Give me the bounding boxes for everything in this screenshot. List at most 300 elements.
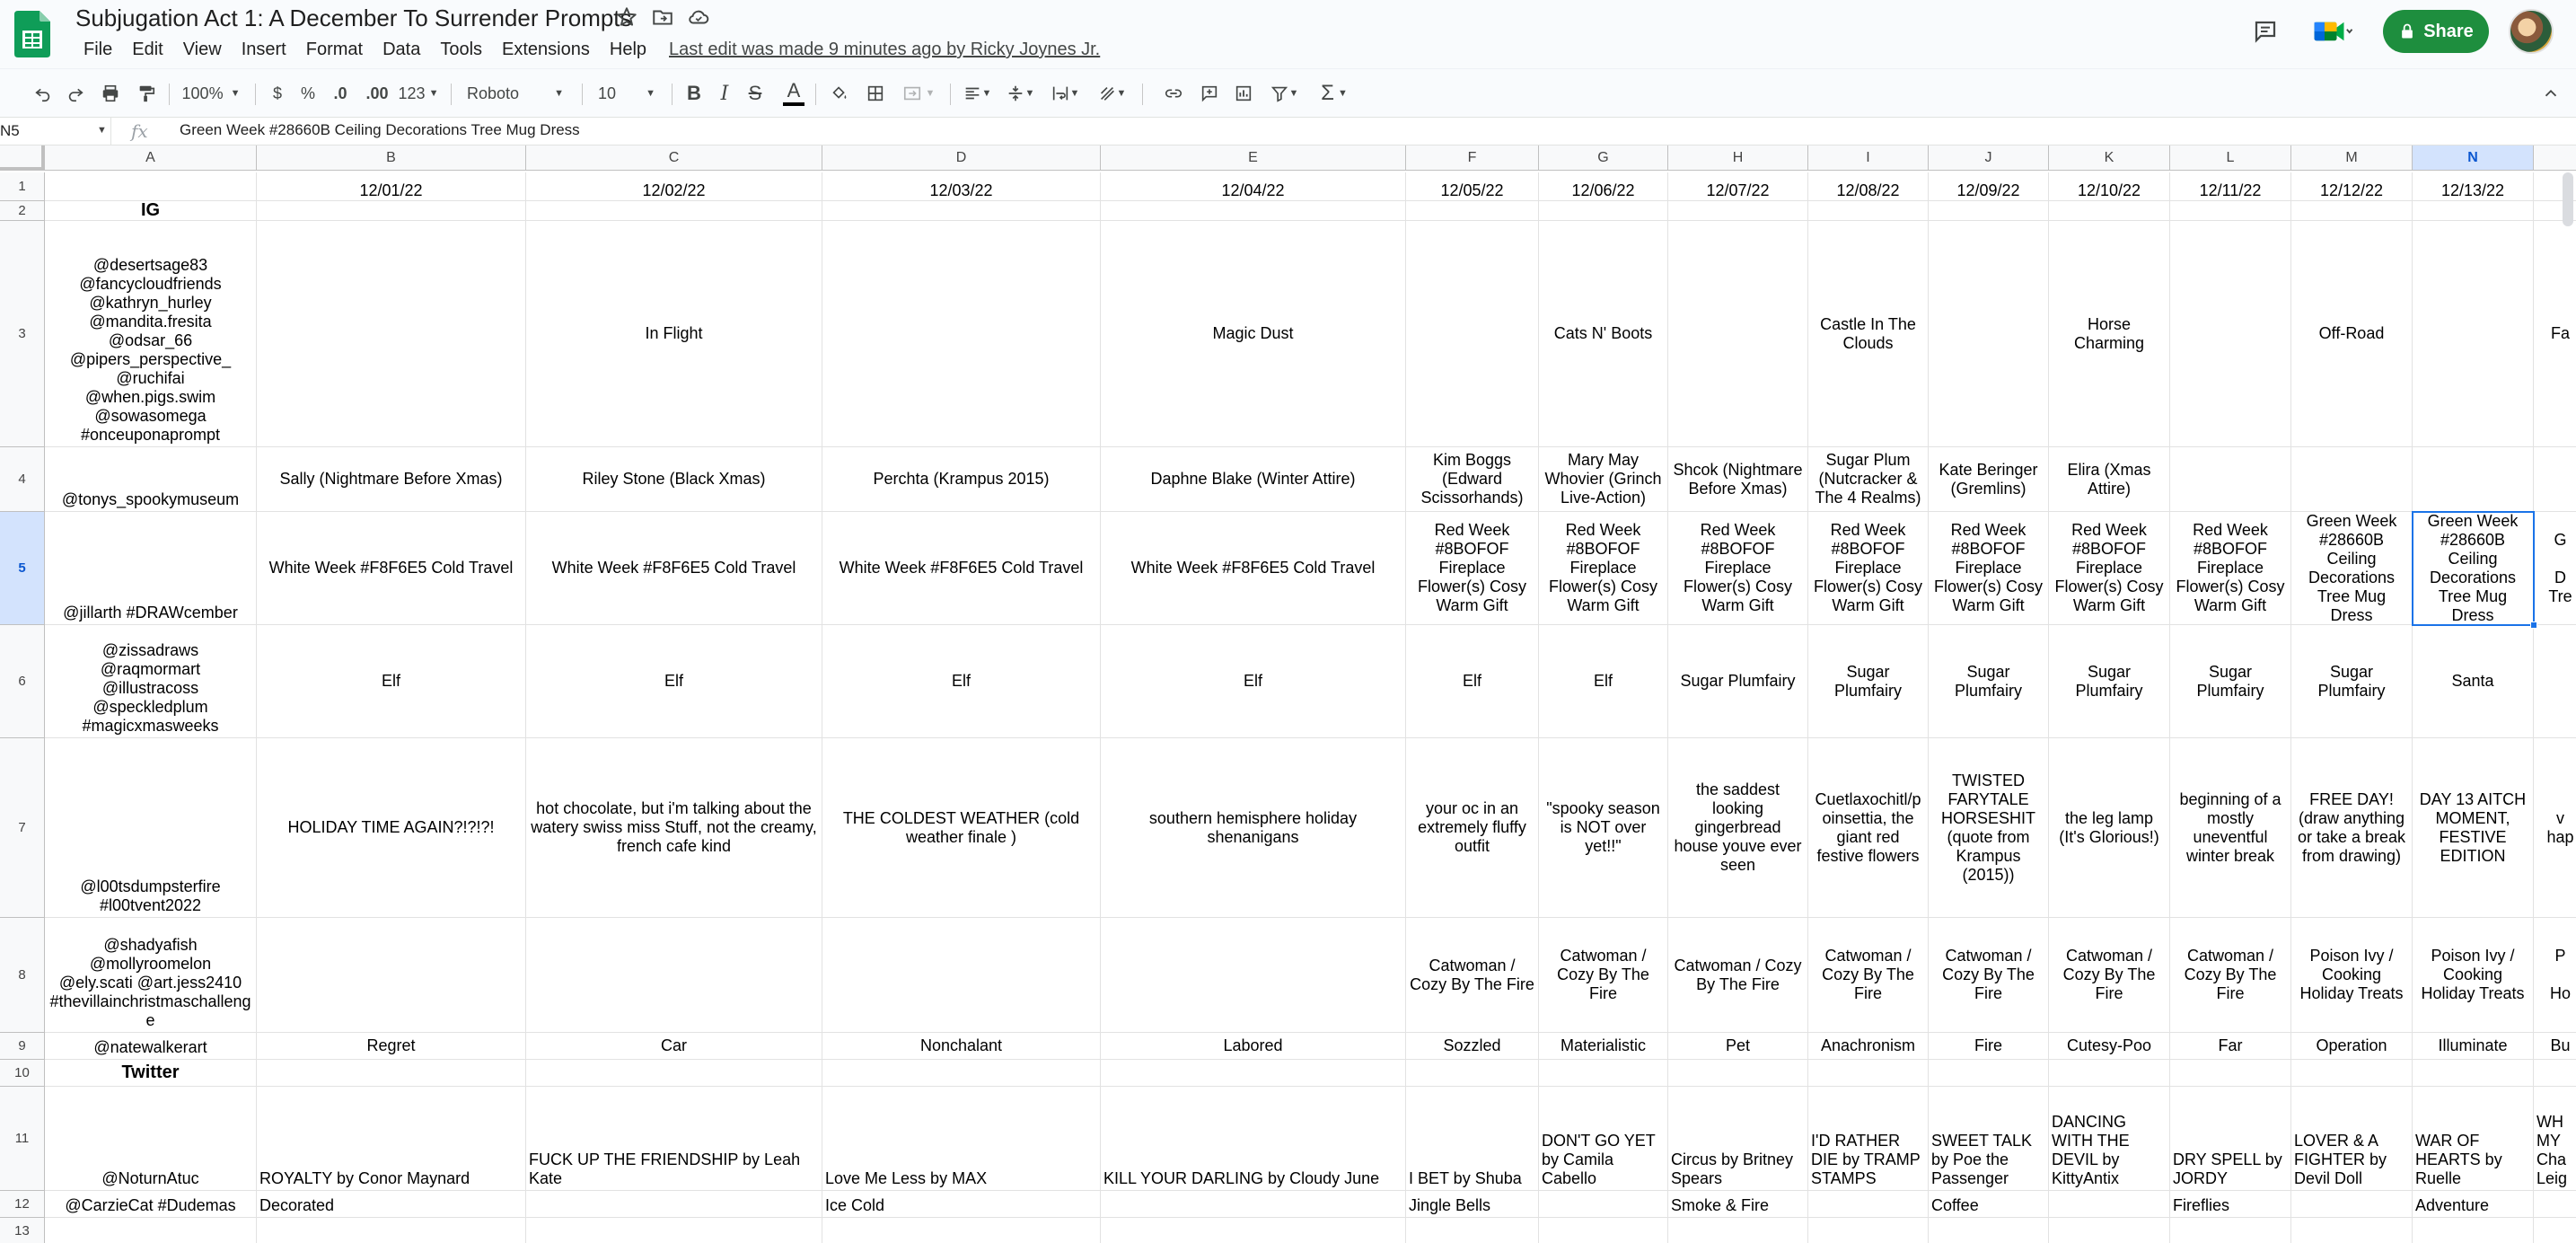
- last-edit-link[interactable]: Last edit was made 9 minutes ago by Ricky Joynes Jr.: [669, 40, 1101, 59]
- table-cell[interactable]: [2170, 918, 2291, 1033]
- menu-insert[interactable]: Insert: [241, 40, 286, 59]
- table-cell[interactable]: [2534, 1033, 2576, 1060]
- table-cell[interactable]: [526, 1087, 822, 1191]
- table-cell[interactable]: [1808, 201, 1929, 221]
- table-cell[interactable]: [526, 918, 822, 1033]
- functions-icon[interactable]: Σ ▼: [1321, 81, 1348, 105]
- cell-text: Illuminate: [2438, 1036, 2508, 1054]
- table-cell[interactable]: [1929, 172, 2049, 201]
- table-cell[interactable]: [2534, 1218, 2576, 1243]
- table-cell[interactable]: [2534, 1087, 2576, 1191]
- table-cell[interactable]: [1668, 625, 1808, 738]
- table-cell[interactable]: [1808, 625, 1929, 738]
- table-cell[interactable]: [257, 201, 526, 221]
- menu-edit[interactable]: Edit: [132, 40, 163, 59]
- table-cell[interactable]: [2170, 512, 2291, 625]
- table-cell[interactable]: [2413, 1087, 2534, 1191]
- row-header[interactable]: 5: [0, 512, 45, 625]
- table-cell[interactable]: [2049, 512, 2170, 625]
- table-cell[interactable]: [1539, 172, 1668, 201]
- cell-text: @l00tsdumpsterfire #l00tvent2022: [80, 877, 221, 914]
- table-cell[interactable]: [2534, 447, 2576, 512]
- table-cell[interactable]: [257, 512, 526, 625]
- row-header[interactable]: 11: [0, 1087, 45, 1191]
- table-cell[interactable]: [1406, 201, 1539, 221]
- row-header[interactable]: 12: [0, 1191, 45, 1218]
- table-cell[interactable]: [2291, 918, 2413, 1033]
- table-cell[interactable]: [1101, 201, 1406, 221]
- table-cell[interactable]: [2413, 918, 2534, 1033]
- formula-input[interactable]: Green Week #28660B Ceiling Decorations Tree Mug Dress: [180, 121, 580, 138]
- table-cell[interactable]: [2049, 918, 2170, 1033]
- row-header[interactable]: 9: [0, 1033, 45, 1060]
- column-header[interactable]: A: [45, 145, 257, 171]
- table-cell[interactable]: [1101, 738, 1406, 918]
- table-cell[interactable]: [45, 625, 257, 738]
- table-cell[interactable]: [1808, 221, 1929, 447]
- table-cell[interactable]: [1101, 221, 1406, 447]
- strikethrough-button[interactable]: S: [748, 82, 762, 104]
- table-cell[interactable]: [1101, 172, 1406, 201]
- table-cell[interactable]: [526, 201, 822, 221]
- table-cell[interactable]: [1808, 1087, 1929, 1191]
- table-cell[interactable]: [2534, 221, 2576, 447]
- table-cell[interactable]: [2170, 738, 2291, 918]
- column-header[interactable]: M: [2291, 145, 2413, 171]
- table-cell[interactable]: [1539, 1033, 1668, 1060]
- table-cell[interactable]: [822, 512, 1101, 625]
- table-cell[interactable]: [2170, 1191, 2291, 1218]
- table-cell[interactable]: [1929, 625, 2049, 738]
- table-cell[interactable]: [2049, 1033, 2170, 1060]
- table-cell[interactable]: [526, 1033, 822, 1060]
- table-cell[interactable]: [2413, 1218, 2534, 1243]
- table-cell[interactable]: [2170, 1033, 2291, 1060]
- move-folder-icon[interactable]: [651, 5, 674, 29]
- collapse-toolbar-icon[interactable]: [2537, 69, 2564, 118]
- italic-button[interactable]: I: [720, 82, 729, 105]
- table-cell[interactable]: [1101, 625, 1406, 738]
- table-cell[interactable]: [1668, 201, 1808, 221]
- table-cell[interactable]: [1808, 1060, 1929, 1087]
- table-cell[interactable]: [822, 201, 1101, 221]
- column-header[interactable]: D: [822, 145, 1101, 171]
- table-cell[interactable]: [2291, 221, 2413, 447]
- table-cell[interactable]: [2413, 221, 2534, 447]
- row-header[interactable]: 8: [0, 918, 45, 1033]
- column-header[interactable]: C: [526, 145, 822, 171]
- table-cell[interactable]: [1929, 1033, 2049, 1060]
- table-cell[interactable]: [1406, 1191, 1539, 1218]
- table-cell[interactable]: [2170, 201, 2291, 221]
- table-cell[interactable]: [1668, 1033, 1808, 1060]
- table-cell[interactable]: [1101, 1087, 1406, 1191]
- zoom-select[interactable]: [178, 69, 244, 118]
- table-cell[interactable]: [2170, 1218, 2291, 1243]
- cell-text: Far: [2218, 1036, 2243, 1054]
- table-cell[interactable]: [526, 221, 822, 447]
- menu-format[interactable]: Format: [305, 40, 364, 59]
- filter-icon[interactable]: ▼: [1264, 69, 1304, 118]
- table-cell[interactable]: [2049, 625, 2170, 738]
- table-cell[interactable]: [822, 1060, 1101, 1087]
- menu-data[interactable]: Data: [382, 40, 421, 59]
- table-cell[interactable]: [1539, 221, 1668, 447]
- table-cell[interactable]: [2413, 1033, 2534, 1060]
- decrease-decimals-button[interactable]: .0: [333, 84, 347, 102]
- table-cell[interactable]: [2049, 447, 2170, 512]
- column-header[interactable]: J: [1929, 145, 2049, 171]
- select-all-corner[interactable]: [0, 145, 45, 171]
- cell-text: DANCING WITH THE DEVIL by KittyAntix: [2052, 1113, 2130, 1187]
- more-formats-button[interactable]: [397, 69, 440, 118]
- insert-chart-icon[interactable]: [1228, 69, 1259, 118]
- table-cell[interactable]: [45, 172, 257, 201]
- table-cell[interactable]: [1808, 172, 1929, 201]
- cell-text: White Week #F8F6E5 Cold Travel: [268, 559, 514, 577]
- table-cell[interactable]: [1668, 447, 1808, 512]
- row-header[interactable]: 4: [0, 447, 45, 512]
- share-button[interactable]: [2383, 10, 2489, 53]
- table-cell[interactable]: [257, 738, 526, 918]
- print-icon[interactable]: [95, 69, 126, 118]
- table-cell[interactable]: [2291, 738, 2413, 918]
- row-header[interactable]: 10: [0, 1060, 45, 1087]
- sheets-logo-icon[interactable]: [14, 11, 50, 57]
- table-cell[interactable]: [1539, 625, 1668, 738]
- table-cell[interactable]: [2534, 918, 2576, 1033]
- table-cell[interactable]: [1406, 221, 1539, 447]
- vertical-scrollbar[interactable]: [2563, 172, 2573, 226]
- merge-cells-icon[interactable]: ▼: [896, 69, 941, 118]
- table-cell[interactable]: [526, 172, 822, 201]
- table-cell[interactable]: [1929, 738, 2049, 918]
- cell-text: @jillarth #DRAWcember: [63, 604, 238, 622]
- font-family-select[interactable]: [458, 69, 573, 118]
- paint-format-icon[interactable]: [131, 69, 162, 118]
- table-cell[interactable]: [2170, 447, 2291, 512]
- table-cell[interactable]: [45, 512, 257, 625]
- table-cell[interactable]: [1101, 1060, 1406, 1087]
- menu-extensions[interactable]: Extensions: [502, 40, 590, 59]
- table-cell[interactable]: [526, 1060, 822, 1087]
- table-cell[interactable]: [1668, 1218, 1808, 1243]
- table-cell[interactable]: [257, 1060, 526, 1087]
- table-cell[interactable]: [2413, 625, 2534, 738]
- row-header[interactable]: 3: [0, 221, 45, 447]
- table-cell[interactable]: [1101, 447, 1406, 512]
- table-cell[interactable]: [822, 172, 1101, 201]
- column-header[interactable]: K: [2049, 145, 2170, 171]
- menu-view[interactable]: View: [182, 40, 222, 59]
- table-cell[interactable]: [1929, 447, 2049, 512]
- table-cell[interactable]: [1808, 918, 1929, 1033]
- table-cell[interactable]: [2049, 1191, 2170, 1218]
- table-cell[interactable]: [1406, 1218, 1539, 1243]
- table-cell[interactable]: [1101, 1191, 1406, 1218]
- column-header[interactable]: B: [257, 145, 526, 171]
- table-cell[interactable]: [2413, 172, 2534, 201]
- cloud-status-icon[interactable]: [687, 5, 710, 29]
- table-cell[interactable]: [526, 512, 822, 625]
- table-cell[interactable]: [1406, 918, 1539, 1033]
- table-cell[interactable]: [2413, 201, 2534, 221]
- table-cell[interactable]: [45, 1218, 257, 1243]
- table-cell[interactable]: [2291, 625, 2413, 738]
- table-cell[interactable]: [257, 1033, 526, 1060]
- table-cell[interactable]: [257, 447, 526, 512]
- table-cell[interactable]: [1929, 1087, 2049, 1191]
- meet-icon[interactable]: [2309, 16, 2356, 51]
- bold-button[interactable]: B: [687, 82, 701, 104]
- table-cell[interactable]: [257, 1191, 526, 1218]
- table-cell[interactable]: [2291, 201, 2413, 221]
- undo-icon[interactable]: [29, 69, 57, 118]
- table-cell[interactable]: [1929, 1191, 2049, 1218]
- cell-text: hot chocolate, but i'm talking about the watery swiss miss Stuff, not the creamy, french cafe kind: [531, 799, 817, 855]
- cell-text: the saddest looking gingerbread house youve ever seen: [1674, 780, 1802, 874]
- table-cell[interactable]: [1668, 512, 1808, 625]
- name-box[interactable]: [0, 118, 111, 145]
- table-cell[interactable]: [1808, 1218, 1929, 1243]
- cell-text: Sugar Plumfairy: [2075, 662, 2143, 700]
- row-header[interactable]: 7: [0, 738, 45, 918]
- cell-text: 12/08/22: [1836, 181, 1900, 199]
- column-header[interactable]: I: [1808, 145, 1929, 171]
- document-title[interactable]: Subjugation Act 1: A December To Surrender Prompts: [75, 4, 632, 31]
- table-cell[interactable]: [1406, 1087, 1539, 1191]
- star-icon[interactable]: [615, 5, 638, 29]
- table-cell[interactable]: [2170, 1087, 2291, 1191]
- table-cell[interactable]: [822, 918, 1101, 1033]
- column-header[interactable]: N: [2413, 145, 2534, 171]
- table-cell[interactable]: [45, 221, 257, 447]
- table-cell[interactable]: [1101, 1218, 1406, 1243]
- table-cell[interactable]: [2413, 512, 2534, 625]
- row-header[interactable]: 6: [0, 625, 45, 738]
- table-cell[interactable]: [2291, 512, 2413, 625]
- table-cell[interactable]: [1808, 1191, 1929, 1218]
- insert-comment-icon[interactable]: [1194, 69, 1225, 118]
- vertical-align-icon[interactable]: ▼: [1000, 69, 1040, 118]
- cell-text: 12/01/22: [359, 181, 423, 199]
- fill-handle[interactable]: [2530, 622, 2537, 629]
- comments-icon[interactable]: [2252, 18, 2279, 49]
- avatar[interactable]: [2509, 9, 2554, 54]
- table-cell[interactable]: [2413, 1191, 2534, 1218]
- table-cell[interactable]: [2049, 1087, 2170, 1191]
- table-cell[interactable]: [1929, 221, 2049, 447]
- table-cell[interactable]: [526, 738, 822, 918]
- table-cell[interactable]: [257, 172, 526, 201]
- column-header[interactable]: H: [1668, 145, 1808, 171]
- table-cell[interactable]: [1808, 447, 1929, 512]
- table-cell[interactable]: [2170, 625, 2291, 738]
- table-cell[interactable]: [1668, 1087, 1808, 1191]
- cell-text: Circus by Britney Spears: [1671, 1150, 1794, 1187]
- table-cell[interactable]: [1668, 1191, 1808, 1218]
- cell-text: @zissadraws @raqmormart @illustracoss @speckledplum #magicxmasweeks: [82, 641, 219, 735]
- fill-color-icon[interactable]: [824, 69, 855, 118]
- table-cell[interactable]: [1929, 512, 2049, 625]
- redo-icon[interactable]: [61, 69, 90, 118]
- text-color-button[interactable]: [779, 69, 808, 118]
- table-cell[interactable]: [526, 447, 822, 512]
- column-header[interactable]: G: [1539, 145, 1668, 171]
- table-cell[interactable]: [2534, 625, 2576, 738]
- cell-text: 12/10/22: [2077, 181, 2141, 199]
- table-cell[interactable]: [1808, 738, 1929, 918]
- cell-text: Cutesy-Poo: [2066, 1036, 2152, 1054]
- table-cell[interactable]: [1539, 918, 1668, 1033]
- table-cell[interactable]: [822, 221, 1101, 447]
- table-cell[interactable]: [1101, 1033, 1406, 1060]
- table-cell[interactable]: [1929, 918, 2049, 1033]
- table-cell[interactable]: [2291, 1060, 2413, 1087]
- table-cell[interactable]: [2049, 1060, 2170, 1087]
- horizontal-align-icon[interactable]: ▼: [957, 69, 997, 118]
- table-cell[interactable]: [2534, 738, 2576, 918]
- table-cell[interactable]: [257, 918, 526, 1033]
- table-cell[interactable]: [822, 1033, 1101, 1060]
- table-cell[interactable]: [2049, 201, 2170, 221]
- table-cell[interactable]: [1406, 447, 1539, 512]
- currency-format-button[interactable]: $: [272, 84, 282, 102]
- font-family-value: Roboto: [467, 84, 520, 102]
- table-cell[interactable]: [45, 918, 257, 1033]
- table-cell[interactable]: [1808, 1033, 1929, 1060]
- percent-format-button[interactable]: %: [300, 84, 315, 102]
- table-cell[interactable]: [2291, 1087, 2413, 1191]
- table-cell[interactable]: [1406, 625, 1539, 738]
- table-cell[interactable]: [1539, 447, 1668, 512]
- table-cell[interactable]: [2170, 221, 2291, 447]
- table-cell[interactable]: [257, 221, 526, 447]
- table-cell[interactable]: [1929, 1218, 2049, 1243]
- table-cell[interactable]: [1668, 172, 1808, 201]
- table-cell[interactable]: [1668, 738, 1808, 918]
- table-cell[interactable]: [1406, 172, 1539, 201]
- menu-help[interactable]: Help: [609, 40, 647, 59]
- table-cell[interactable]: [1929, 201, 2049, 221]
- table-cell[interactable]: [1539, 1218, 1668, 1243]
- table-cell[interactable]: [822, 1218, 1101, 1243]
- table-cell[interactable]: [45, 1191, 257, 1218]
- cell-text: DON'T GO YET by Camila Cabello: [1542, 1132, 1656, 1187]
- cell-text: White Week #F8F6E5 Cold Travel: [1130, 559, 1376, 577]
- table-cell[interactable]: [2049, 738, 2170, 918]
- increase-decimals-button[interactable]: .00: [365, 84, 389, 102]
- column-header[interactable]: E: [1101, 145, 1406, 171]
- table-cell[interactable]: [1539, 1087, 1668, 1191]
- column-header[interactable]: [2534, 145, 2576, 171]
- table-cell[interactable]: [1101, 512, 1406, 625]
- table-cell[interactable]: [1406, 1060, 1539, 1087]
- table-cell[interactable]: [1929, 1060, 2049, 1087]
- table-cell[interactable]: [257, 1218, 526, 1243]
- table-cell[interactable]: [526, 1191, 822, 1218]
- table-cell[interactable]: [2534, 1191, 2576, 1218]
- table-cell[interactable]: [2534, 512, 2576, 625]
- table-cell[interactable]: [1808, 512, 1929, 625]
- table-cell[interactable]: [822, 1087, 1101, 1191]
- table-cell[interactable]: [822, 447, 1101, 512]
- table-cell[interactable]: [822, 625, 1101, 738]
- table-cell[interactable]: [2291, 1033, 2413, 1060]
- table-cell[interactable]: [45, 1060, 257, 1087]
- table-cell[interactable]: [1668, 221, 1808, 447]
- table-cell[interactable]: [45, 201, 257, 221]
- table-cell[interactable]: [1668, 918, 1808, 1033]
- row-header[interactable]: 13: [0, 1218, 45, 1243]
- table-cell[interactable]: [2291, 1191, 2413, 1218]
- table-cell[interactable]: [2291, 1218, 2413, 1243]
- cell-text: Red Week #8BOFOF Fireplace Flower(s) Cosy Warm Gift: [1813, 521, 1922, 614]
- column-header[interactable]: F: [1406, 145, 1539, 171]
- table-cell[interactable]: [2049, 172, 2170, 201]
- insert-link-icon[interactable]: [1158, 69, 1189, 118]
- cell-text: DRY SPELL by JORDY: [2173, 1150, 2282, 1187]
- font-size-select[interactable]: [591, 69, 663, 118]
- menu-file[interactable]: File: [84, 40, 113, 59]
- cell-text: Catwoman / Cozy By The Fire: [2062, 947, 2156, 1002]
- table-cell[interactable]: [2291, 447, 2413, 512]
- table-cell[interactable]: [526, 625, 822, 738]
- table-cell[interactable]: [1539, 738, 1668, 918]
- table-cell[interactable]: [822, 738, 1101, 918]
- table-cell[interactable]: [2291, 172, 2413, 201]
- table-cell[interactable]: [257, 1087, 526, 1191]
- table-cell[interactable]: [2534, 1060, 2576, 1087]
- table-cell[interactable]: [1539, 1191, 1668, 1218]
- menu-tools[interactable]: Tools: [440, 40, 483, 59]
- table-cell[interactable]: [2413, 447, 2534, 512]
- column-header[interactable]: L: [2170, 145, 2291, 171]
- table-cell[interactable]: [1406, 738, 1539, 918]
- table-cell[interactable]: [1406, 1033, 1539, 1060]
- table-cell[interactable]: [1539, 512, 1668, 625]
- text-rotation-icon[interactable]: ▼: [1090, 69, 1133, 118]
- table-cell[interactable]: [2413, 738, 2534, 918]
- table-cell[interactable]: [45, 447, 257, 512]
- cell-text: Catwoman / Cozy By The Fire: [2184, 947, 2277, 1002]
- table-cell[interactable]: [2170, 1060, 2291, 1087]
- row-header[interactable]: 1: [0, 172, 45, 201]
- table-cell[interactable]: [1406, 512, 1539, 625]
- table-cell[interactable]: [1539, 201, 1668, 221]
- text-wrapping-icon[interactable]: ▼: [1043, 69, 1086, 118]
- row-header[interactable]: 2: [0, 201, 45, 221]
- table-cell[interactable]: [2049, 221, 2170, 447]
- table-cell[interactable]: [2049, 1218, 2170, 1243]
- cell-text: "spooky season is NOT over yet!!": [1546, 799, 1660, 855]
- cell-text: Cats N' Boots: [1553, 324, 1653, 342]
- table-cell[interactable]: [1539, 1060, 1668, 1087]
- borders-icon[interactable]: [860, 69, 891, 118]
- table-cell[interactable]: [526, 1218, 822, 1243]
- table-cell[interactable]: [2170, 172, 2291, 201]
- table-cell[interactable]: [45, 1033, 257, 1060]
- table-cell[interactable]: [45, 1087, 257, 1191]
- table-cell[interactable]: [1101, 918, 1406, 1033]
- table-cell[interactable]: [45, 738, 257, 918]
- table-cell[interactable]: [1668, 1060, 1808, 1087]
- table-cell[interactable]: [257, 625, 526, 738]
- table-cell[interactable]: [2413, 1060, 2534, 1087]
- cell-text: Elf: [951, 672, 971, 690]
- cell-text: Horse Charming: [2073, 314, 2145, 352]
- table-cell[interactable]: [822, 1191, 1101, 1218]
